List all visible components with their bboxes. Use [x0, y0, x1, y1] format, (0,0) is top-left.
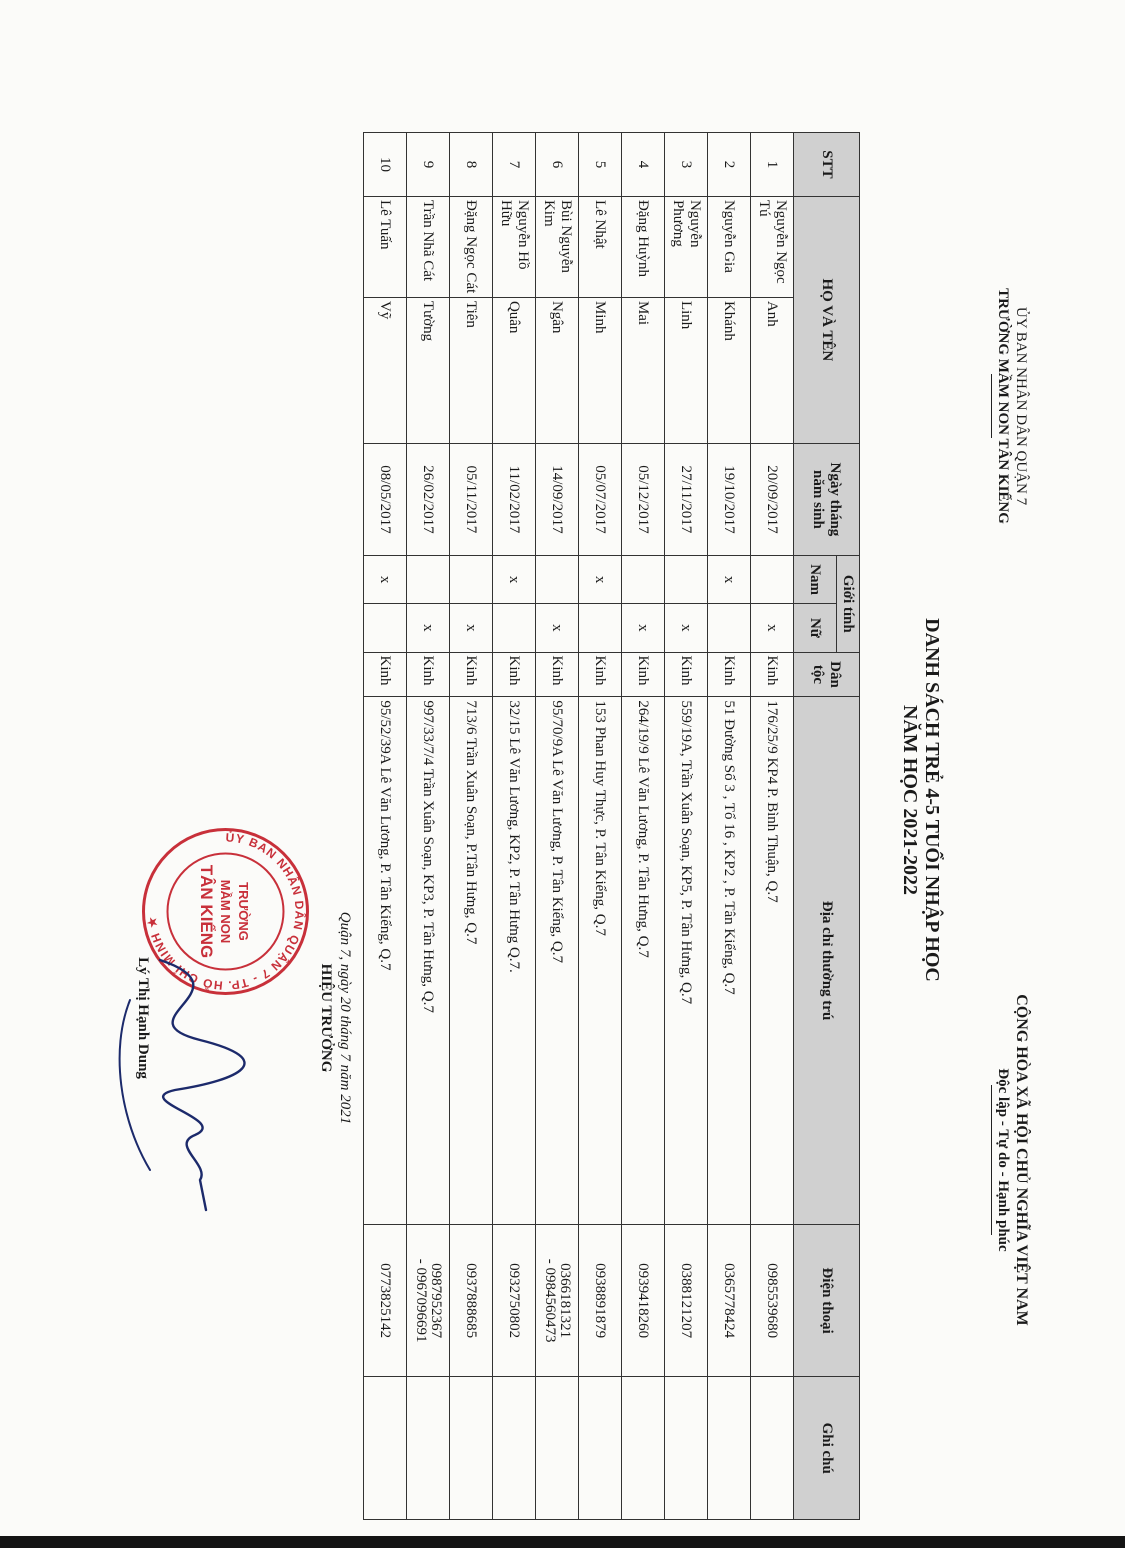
enrollment-table: [363, 132, 860, 1520]
header-underline: [991, 374, 992, 438]
row-note: [407, 1377, 450, 1520]
row-note: [751, 1377, 794, 1520]
row-last-name: Lê Tuấn: [364, 196, 407, 297]
row-note: [493, 1377, 536, 1520]
phone-number: 0932750802: [506, 1263, 523, 1339]
row-female: x: [622, 604, 665, 652]
row-ethnic: Kinh: [622, 652, 665, 697]
row-last-name: Nguyễn Phương: [665, 196, 708, 297]
row-ethnic: Kinh: [579, 652, 622, 697]
row-female: x: [450, 604, 493, 652]
motto-underline: [991, 1085, 992, 1235]
row-first-name: Vỹ: [364, 297, 407, 443]
table-row: [536, 133, 579, 1520]
phone-number: - 0967096691: [413, 1258, 429, 1343]
header-name: HỌ VÀ TÊN: [794, 196, 860, 443]
row-stt: 5: [579, 133, 622, 197]
row-ethnic: Kinh: [364, 652, 407, 697]
row-first-name: Quân: [493, 297, 536, 443]
national-motto: Độc lập - Tự do - Hạnh phúc: [995, 1068, 1011, 1252]
country-name: CỘNG HÒA XÃ HỘI CHỦ NGHĨA VIỆT NAM: [1013, 994, 1030, 1326]
row-female: x: [407, 604, 450, 652]
table-row: [751, 133, 794, 1520]
row-last-name: Lê Nhật: [579, 196, 622, 297]
row-male: [450, 556, 493, 604]
header-address: Địa chỉ thường trú: [794, 697, 860, 1224]
table-row: [364, 133, 407, 1520]
agency-name: ỦY BAN NHÂN DÂN QUẬN 7: [1013, 306, 1029, 506]
header-gender: Giới tính: [837, 556, 860, 653]
phone-number: 0938891879: [592, 1263, 609, 1339]
phone-number: 0987952367: [428, 1263, 444, 1339]
row-male: [622, 556, 665, 604]
row-ethnic: Kinh: [407, 652, 450, 697]
row-male: x: [493, 556, 536, 604]
row-address: 153 Phan Huy Thực, P. Tân Kiểng, Q.7: [579, 697, 622, 1224]
table-row: [665, 133, 708, 1520]
table-row: [622, 133, 665, 1520]
row-stt: 8: [450, 133, 493, 197]
row-address: 51 Đường Số 3 , Tổ 16 , KP2 , P. Tân Kiểng, Q.7: [708, 697, 751, 1224]
header-note: Ghi chú: [794, 1377, 860, 1520]
row-phone: [622, 1224, 665, 1377]
table-row: [450, 133, 493, 1520]
row-last-name: Bùi Nguyễn Kim: [536, 196, 579, 297]
school-name: TRƯỜNG MẦM NON TÂN KIỂNG: [995, 288, 1011, 524]
row-address: 95/52/39A Lê Văn Lương, P. Tân Kiểng, Q.7: [364, 697, 407, 1224]
phone-number: 0365778424: [721, 1263, 738, 1339]
row-note: [450, 1377, 493, 1520]
row-note: [536, 1377, 579, 1520]
row-first-name: Khánh: [708, 297, 751, 443]
row-female: [493, 604, 536, 652]
svg-text:MẦM NON: MẦM NON: [218, 879, 233, 944]
phone-number: 0985539680: [764, 1263, 781, 1339]
table-row: [407, 133, 450, 1520]
table-body: [364, 133, 794, 1520]
row-last-name: Nguyễn Ngọc Tú: [751, 196, 794, 297]
row-female: x: [751, 604, 794, 652]
row-address: 997/33/7/4 Trần Xuân Soạn, KP3, P. Tân Hưng, Q.7: [407, 697, 450, 1224]
signature-block: [134, 858, 353, 1178]
row-dob: 20/09/2017: [751, 443, 794, 555]
document-title: [899, 500, 943, 1100]
signer-name: Lý Thị Hạnh Dung: [135, 957, 151, 1079]
row-stt: 7: [493, 133, 536, 197]
row-female: [579, 604, 622, 652]
row-address: 32/15 Lê Văn Lương, KP2, P. Tân Hưng Q.7.: [493, 697, 536, 1224]
agency-header: [991, 226, 1030, 586]
row-last-name: Đặng Huỳnh: [622, 196, 665, 297]
row-address: 713/6 Trần Xuân Soạn, P.Tân Hưng, Q.7: [450, 697, 493, 1224]
row-first-name: Tiên: [450, 297, 493, 443]
row-ethnic: Kinh: [493, 652, 536, 697]
header-dob: Ngày tháng năm sinh: [794, 443, 860, 555]
row-male: x: [364, 556, 407, 604]
row-female: x: [665, 604, 708, 652]
header-ethnic: Dân tộc: [794, 652, 860, 697]
svg-text:TÂN KIỂNG: TÂN KIỂNG: [197, 864, 216, 959]
row-female: [708, 604, 751, 652]
phone-number: 0366181321: [557, 1263, 573, 1339]
row-first-name: Minh: [579, 297, 622, 443]
signer-title: HIỆU TRƯỞNG: [318, 963, 334, 1073]
row-female: x: [536, 604, 579, 652]
row-dob: 11/02/2017: [493, 443, 536, 555]
row-note: [708, 1377, 751, 1520]
row-ethnic: Kinh: [665, 652, 708, 697]
row-female: [364, 604, 407, 652]
table-row: [493, 133, 536, 1520]
row-dob: 05/11/2017: [450, 443, 493, 555]
row-first-name: Linh: [665, 297, 708, 443]
row-phone: [450, 1224, 493, 1377]
svg-text:TRƯỜNG: TRƯỜNG: [236, 882, 251, 941]
row-stt: 3: [665, 133, 708, 197]
row-address: 559/19A, Trần Xuân Soạn, KP5, P. Tân Hưng, Q.7: [665, 697, 708, 1224]
row-ethnic: Kinh: [751, 652, 794, 697]
row-dob: 05/07/2017: [579, 443, 622, 555]
row-stt: 1: [751, 133, 794, 197]
row-phone: [364, 1224, 407, 1377]
row-address: 176/25/9 KP4 P. Bình Thuận, Q.7: [751, 697, 794, 1224]
row-last-name: Nguyễn Hồ Hữu: [493, 196, 536, 297]
row-ethnic: Kinh: [536, 652, 579, 697]
row-dob: 14/09/2017: [536, 443, 579, 555]
row-phone: [493, 1224, 536, 1377]
phone-number: 0939418260: [635, 1263, 652, 1339]
row-ethnic: Kinh: [450, 652, 493, 697]
row-first-name: Mai: [622, 297, 665, 443]
scan-edge: [0, 1536, 1125, 1548]
row-stt: 10: [364, 133, 407, 197]
row-male: [536, 556, 579, 604]
row-note: [364, 1377, 407, 1520]
phone-number: 0773825142: [377, 1263, 394, 1339]
row-phone: [751, 1224, 794, 1377]
row-address: 264/19/9 Lê Văn Lương, P. Tân Hưng, Q.7: [622, 697, 665, 1224]
header-stt: STT: [794, 133, 860, 197]
row-ethnic: Kinh: [708, 652, 751, 697]
row-stt: 6: [536, 133, 579, 197]
row-note: [579, 1377, 622, 1520]
national-header: [991, 880, 1030, 1440]
row-male: x: [708, 556, 751, 604]
signing-date: Quận 7, ngày 20 tháng 7 năm 2021: [337, 911, 353, 1125]
row-stt: 2: [708, 133, 751, 197]
row-dob: 05/12/2017: [622, 443, 665, 555]
header-phone: Điện thoại: [794, 1224, 860, 1377]
row-male: [665, 556, 708, 604]
row-note: [622, 1377, 665, 1520]
row-first-name: Anh: [751, 297, 794, 443]
phone-number: 0937888685: [463, 1263, 480, 1339]
row-dob: 27/11/2017: [665, 443, 708, 555]
row-last-name: Đặng Ngọc Cát: [450, 196, 493, 297]
title-line-2: NĂM HỌC 2021-2022: [899, 705, 921, 895]
row-phone: [536, 1224, 579, 1377]
row-phone: [407, 1224, 450, 1377]
phone-number: 0388121207: [678, 1263, 695, 1339]
row-phone: [665, 1224, 708, 1377]
title-line-1: DANH SÁCH TRẺ 4-5 TUỔI NHẬP HỌC: [921, 618, 943, 982]
row-male: [751, 556, 794, 604]
header-male: Nam: [794, 556, 837, 604]
row-last-name: Nguyễn Gia: [708, 196, 751, 297]
row-last-name: Trần Nhã Cát: [407, 196, 450, 297]
row-note: [665, 1377, 708, 1520]
header-female: Nữ: [794, 604, 837, 652]
row-first-name: Ngân: [536, 297, 579, 443]
svg-text:ỦY BAN NHÂN DÂN QUẬN 7 - TP. H: ỦY BAN NHÂN DÂN QUẬN 7 - TP. HỒ CHÍ MINH ★: [144, 830, 307, 993]
row-male: x: [579, 556, 622, 604]
row-address: 95/70/9A Lê Văn Lương, P. Tân Kiểng, Q.7: [536, 697, 579, 1224]
row-male: [407, 556, 450, 604]
phone-number: - 0984560473: [542, 1258, 558, 1343]
table-header-row: [837, 133, 860, 1520]
table-row: [579, 133, 622, 1520]
row-dob: 08/05/2017: [364, 443, 407, 555]
row-dob: 26/02/2017: [407, 443, 450, 555]
row-phone: [708, 1224, 751, 1377]
row-stt: 9: [407, 133, 450, 197]
row-first-name: Tường: [407, 297, 450, 443]
row-phone: [579, 1224, 622, 1377]
row-stt: 4: [622, 133, 665, 197]
table-row: [708, 133, 751, 1520]
row-dob: 19/10/2017: [708, 443, 751, 555]
